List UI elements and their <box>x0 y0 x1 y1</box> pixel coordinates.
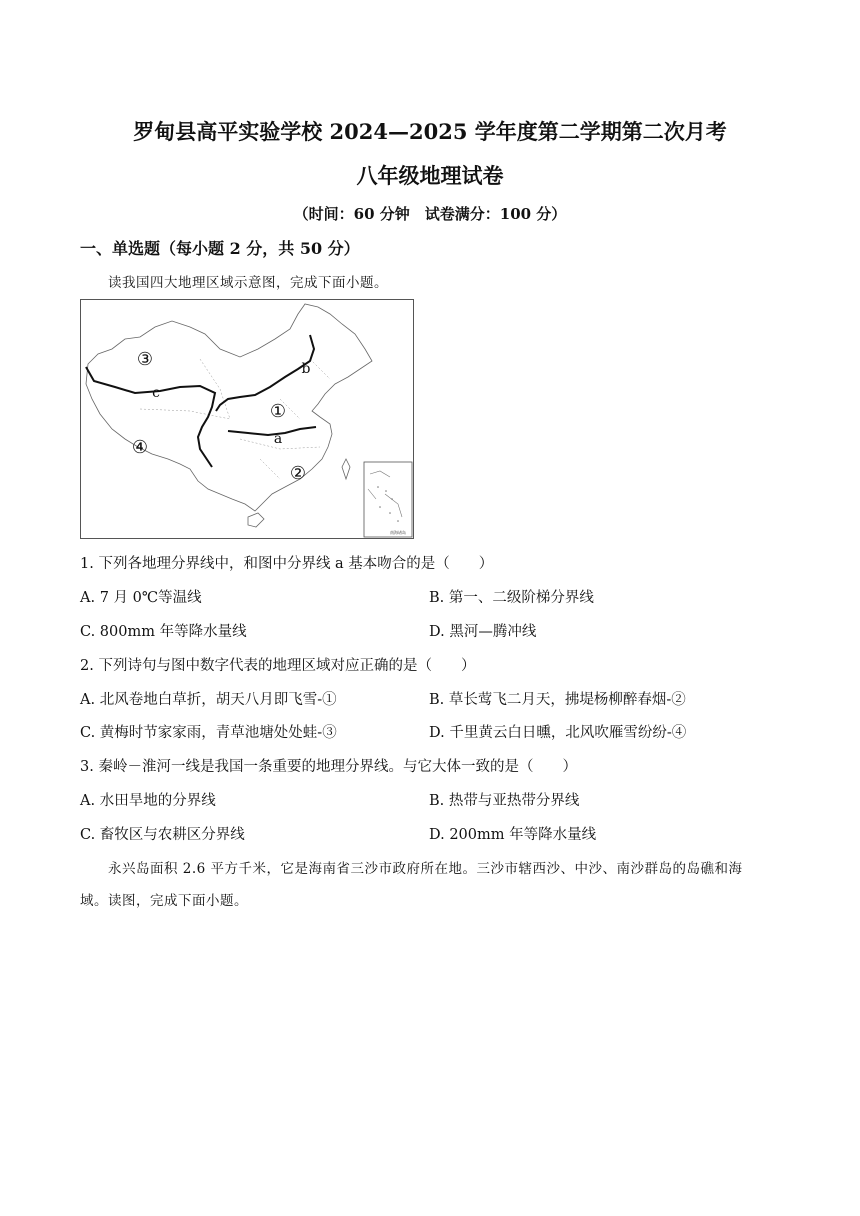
region-label-4: ④ <box>131 437 149 458</box>
passage-line-1: 永兴岛面积 2.6 平方千米，它是海南省三沙市政府所在地。三沙市辖西沙、中沙、南沙群岛的岛礁和海 <box>108 861 743 877</box>
question-2-option-a: A. 北风卷地白草折，胡天八月即飞雪-① <box>80 692 337 708</box>
inset-caption: 南海诸岛 <box>390 530 406 535</box>
map-intro: 读我国四大地理区域示意图，完成下面小题。 <box>108 275 388 291</box>
exam-info: （时间：60 分钟 试卷满分：100 分） <box>293 205 567 223</box>
china-regions-map <box>80 299 414 539</box>
question-3-option-a: A. 水田旱地的分界线 <box>80 793 216 809</box>
question-1-option-c: C. 800mm 年等降水量线 <box>80 624 247 640</box>
region-label-3: ③ <box>136 349 154 370</box>
question-3-option-b: B. 热带与亚热带分界线 <box>429 793 580 809</box>
question-2-option-b: B. 草长莺飞二月天，拂堤杨柳醉春烟-② <box>429 692 686 708</box>
question-1-option-a: A. 7 月 0℃等温线 <box>80 590 202 606</box>
section-heading: 一、单选题（每小题 2 分，共 50 分） <box>80 239 360 258</box>
question-1-option-b: B. 第一、二级阶梯分界线 <box>429 590 594 606</box>
question-2-option-d: D. 千里黄云白日曛，北风吹雁雪纷纷-④ <box>429 725 687 741</box>
question-3-stem: 3. 秦岭－淮河一线是我国一条重要的地理分界线。与它大体一致的是（ ） <box>80 759 577 775</box>
question-3-option-c: C. 畜牧区与农耕区分界线 <box>80 827 245 843</box>
question-1-option-d: D. 黑河—腾冲线 <box>429 624 537 640</box>
exam-title: 罗甸县高平实验学校 2024—2025 学年度第二学期第二次月考 <box>133 119 727 144</box>
region-label-1: ① <box>269 401 287 422</box>
question-2-option-c: C. 黄梅时节家家雨，青草池塘处处蛙-③ <box>80 725 337 741</box>
south-china-sea-inset <box>364 462 412 537</box>
passage-line-2: 域。读图，完成下面小题。 <box>80 893 248 909</box>
region-label-2: ② <box>289 463 307 484</box>
question-1-stem: 1. 下列各地理分界线中，和图中分界线 a 基本吻合的是（ ） <box>80 556 494 572</box>
line-label-c: c <box>152 385 160 401</box>
line-label-a: a <box>273 431 283 447</box>
question-2-stem: 2. 下列诗句与图中数字代表的地理区域对应正确的是（ ） <box>80 658 476 674</box>
question-3-option-d: D. 200mm 年等降水量线 <box>429 827 597 843</box>
exam-subtitle: 八年级地理试卷 <box>356 163 504 188</box>
line-label-b: b <box>301 361 311 377</box>
